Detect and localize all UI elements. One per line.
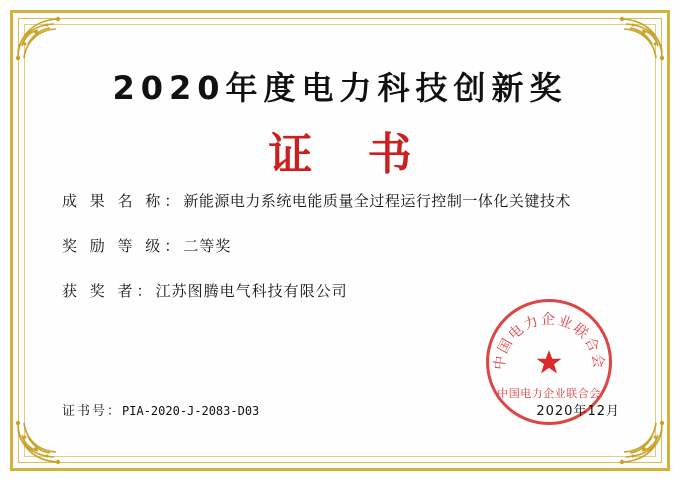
certificate-number-value: PIA-2020-J-2083-D03	[122, 404, 260, 418]
field-value-winner: 江苏图腾电气科技有限公司	[155, 282, 348, 300]
corner-ornament-icon	[604, 419, 666, 467]
field-value-award-level: 二等奖	[183, 237, 232, 255]
certificate-number-label: 证书号：	[62, 404, 123, 419]
field-row-award-level	[62, 235, 632, 256]
svg-text:中国电力企业联合会: 中国电力企业联合会	[491, 312, 607, 371]
corner-ornament-icon	[14, 419, 76, 467]
field-value-project: 新能源电力系统电能质量全过程运行控制一体化关键技术	[183, 192, 571, 210]
field-colon-winner: ：	[136, 282, 152, 300]
certificate-title: 2020年度电力科技创新奖	[112, 69, 568, 107]
issue-date: 2020年12月	[536, 404, 620, 419]
corner-ornament-icon	[14, 14, 76, 62]
field-row-project	[62, 190, 632, 211]
field-colon-award-level: ：	[164, 237, 180, 255]
field-colon-project: ：	[164, 192, 180, 210]
corner-ornament-icon	[604, 14, 666, 62]
certificate-number	[62, 400, 259, 419]
certificate-subtitle: 证 书	[268, 129, 432, 180]
field-label-project: 成 果 名 称	[62, 192, 165, 210]
star-icon	[536, 349, 562, 375]
field-label-winner: 获 奖 者	[62, 282, 137, 300]
seal-bottom-text: 中国电力企业联合会	[497, 387, 601, 400]
field-row-winner	[62, 280, 632, 301]
field-label-award-level: 奖 励 等 级	[62, 237, 165, 255]
